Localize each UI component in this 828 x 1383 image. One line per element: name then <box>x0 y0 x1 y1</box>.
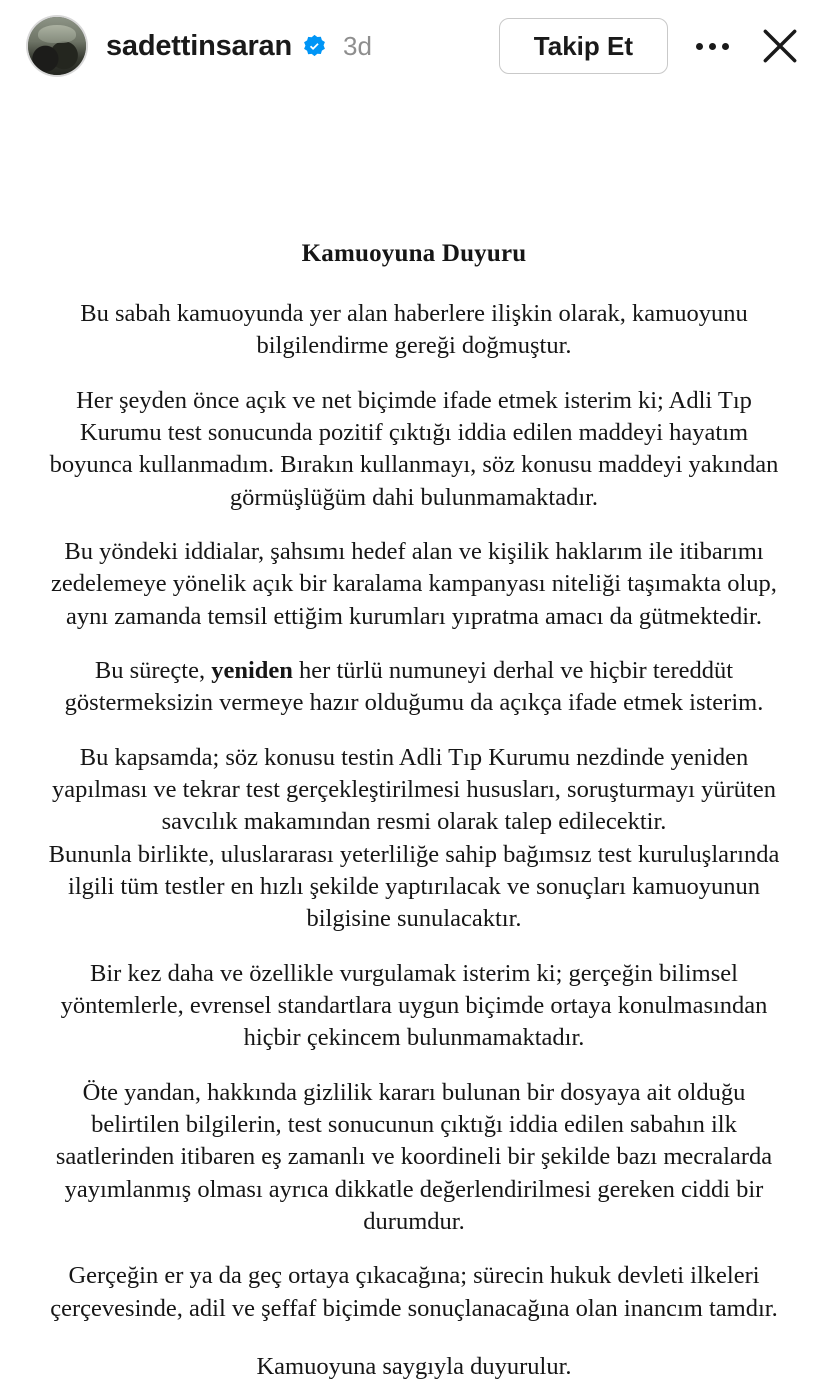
statement-paragraph: Bir kez daha ve özellikle vurgulamak isterim ki; gerçeğin bilimsel yöntemlerle, evrensel standartlara uygun biçimde ortaya konulmasından hiçbir çekincem bulunmamaktadır. <box>60 959 768 1052</box>
paragraph-bold-word: yeniden <box>211 656 293 684</box>
avatar[interactable] <box>26 15 88 77</box>
story-statement-card <box>0 92 828 1380</box>
timestamp-label: 3d <box>342 30 372 61</box>
statement-paragraph: Gerçeğin er ya da geç ortaya çıkacağına; sürecin hukuk devleti ilkeleri çerçevesinde, adil ve şeffaf biçimde sonuçlanacağına olan inancım tamdır. <box>50 1262 778 1322</box>
statement-paragraph: Her şeyden önce açık ve net biçimde ifade etmek isterim ki; Adli Tıp Kurumu test sonucunda pozitif çıktığı iddia edilen maddeyi hayatım boyunca kullanmadım. Bırakın kullanmayı, söz konusu maddeyi yakından görmüşlüğüm dahi bulunmamaktadır. <box>49 386 779 511</box>
verified-badge-icon <box>302 34 327 59</box>
statement-paragraph-emphasis <box>22 655 806 720</box>
statement-paragraph: Bununla birlikte, uluslararası yeterliliğe sahip bağımsız test kuruluşlarında ilgili tüm testler en hızlı şekilde yaptırılacak ve sonuçları kamuoyunun bilgisine sunulacaktır. <box>48 840 780 933</box>
statement-title: Kamuoyuna Duyuru <box>301 240 527 267</box>
close-icon[interactable] <box>758 24 802 68</box>
statement-closing: Kamuoyuna saygıyla duyurulur. <box>256 1352 572 1380</box>
more-options-icon[interactable] <box>692 26 732 66</box>
paragraph-text-before: Bu süreçte, <box>94 656 212 684</box>
username-label[interactable]: sadettinsaran <box>106 29 292 62</box>
statement-paragraph: Bu kapsamda; söz konusu testin Adli Tıp Kurumu nezdinde yeniden yapılması ve tekrar test gerçekleştirilmesi hususları, soruşturmayı yürüten savcılık makamından resmi olarak talep edilecektir. <box>52 743 776 836</box>
statement-paragraph: Öte yandan, hakkında gizlilik kararı bulunan bir dosyaya ait olduğu belirtilen bilgilerin, test sonucunun çıktığı iddia edilen sabahın ilk saatlerinden itibaren eş zamanlı ve koordineli bir şekilde bazı mecralarda yayımlanmış olması ayrıca dikkatle değerlendirilmesi gereken ciddi bir durumdur. <box>55 1078 773 1235</box>
follow-button[interactable]: Takip Et <box>499 18 668 74</box>
statement-paragraph: Bu sabah kamuoyunda yer alan haberlere ilişkin olarak, kamuoyunu bilgilendirme gereği doğmuştur. <box>80 300 748 360</box>
header-actions <box>499 18 802 74</box>
paragraph-text-after: her türlü numuneyi derhal ve hiçbir tereddüt göstermeksizin vermeye hazır olduğumu da açıkça ifade etmek isterim. <box>64 656 764 717</box>
statement-paragraph: Bu yöndeki iddialar, şahsımı hedef alan ve kişilik haklarım ile itibarımı zedelemeye yönelik açık bir karalama kampanyası niteliği taşımakta olup, aynı zamanda temsil ettiğim kurumları yıpratma amacı da gütmektedir. <box>51 537 777 630</box>
avatar-image <box>28 17 86 75</box>
story-header <box>0 0 828 92</box>
